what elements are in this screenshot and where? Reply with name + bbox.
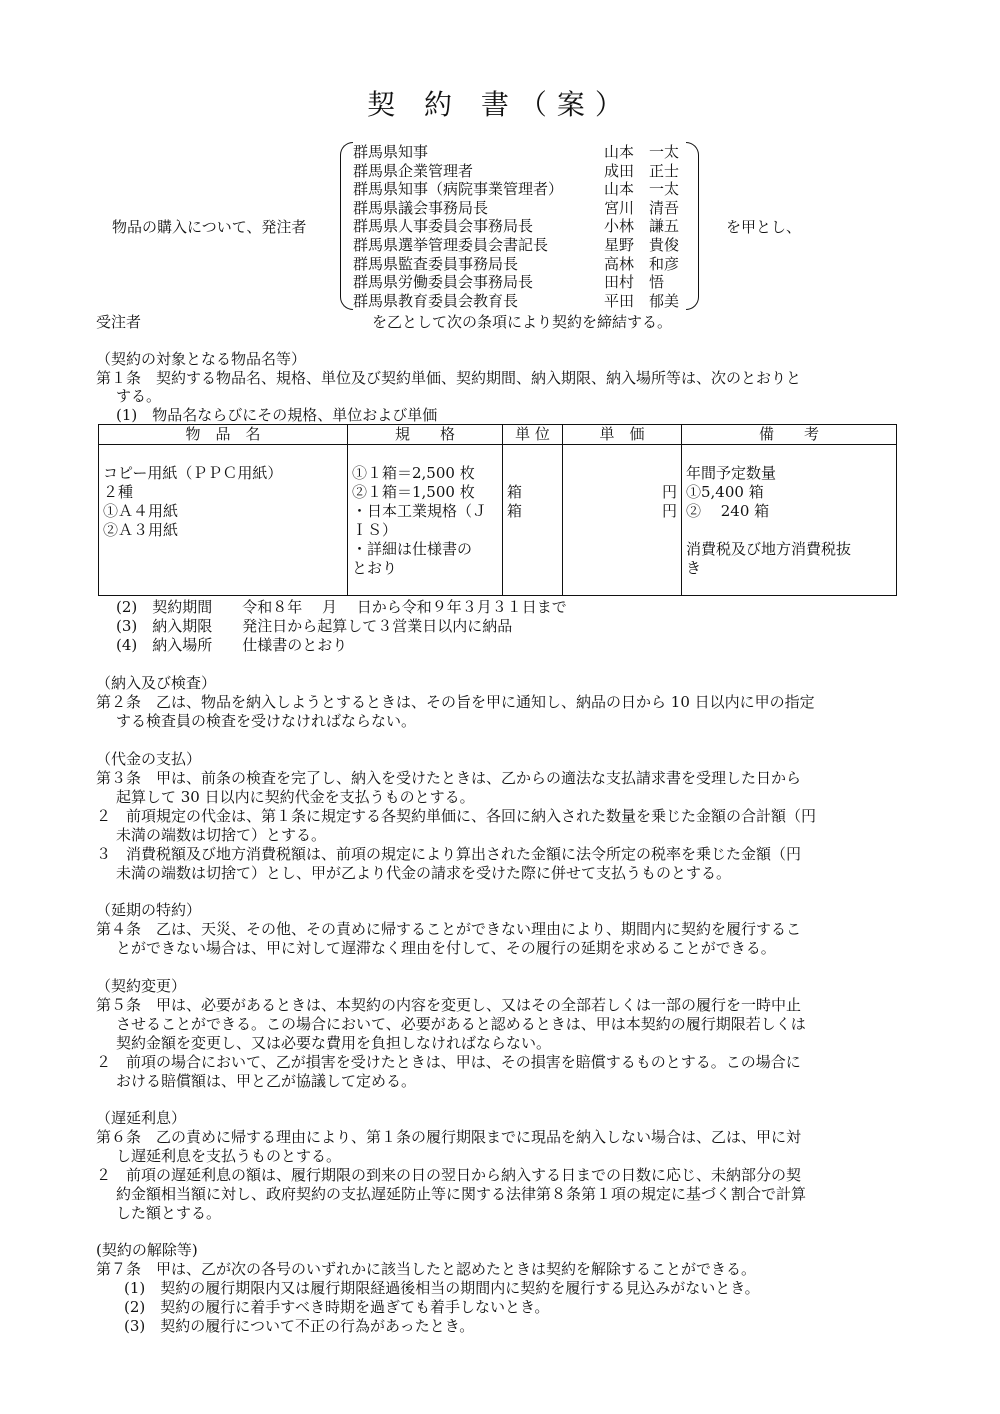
art5-heading: （契約変更） [96,977,187,995]
art3-heading: （代金の支払） [96,750,202,768]
contractee-org: 群馬県知事（病院事業管理者） [353,180,564,199]
art2-heading: （納入及び検査） [96,674,217,692]
art7-item1: (1) 契約の履行期限内又は履行期限経過後相当の期間内に契約を履行する見込みがないとき。 [124,1279,760,1297]
col-header-spec: 規 格 [348,425,503,445]
contractee-org: 群馬県教育委員会教育長 [353,291,519,310]
art1-line1: 第１条 契約する物品名、規格、単位及び契約単価、契約期間、納入期限、納入場所等は、次のとおりと [96,369,802,387]
name-line: ２種 [103,483,134,501]
contractor-label: 受注者 [96,313,142,331]
art1-sub4: (4) 納入場所 仕様書のとおり [116,636,348,654]
intro-suffix: を甲とし、 [726,218,802,236]
remarks-line: き [686,559,702,577]
remarks-line: 年間予定数量 [686,464,777,482]
remarks-spacer [686,521,892,540]
art6-line2: し遅延利息を支払うものとする。 [116,1147,342,1165]
contractee-name: 平田 郁美 [604,291,680,310]
col-header-price: 単 価 [563,425,682,445]
art5-line3: 契約金額を変更し、又は必要な費用を負担しなければならない。 [116,1034,552,1052]
art1-sub2: (2) 契約期間 令和８年 月 日から令和９年３月３１日まで [116,598,567,616]
art3-para3-line2: 未満の端数は切捨て）とし、甲が乙より代金の請求を受けた際に併せて支払うものとする。 [116,864,732,882]
right-brace [686,142,699,310]
art7-heading: (契約の解除等) [96,1241,198,1259]
col-header-unit: 単 位 [503,425,563,445]
art3-line2: 起算して 30 日以内に契約代金を支払うものとする。 [116,788,475,806]
contractee-org: 群馬県知事 [353,143,429,161]
art1-line2: する。 [116,387,162,405]
intro-prefix: 物品の購入について、発注者 [112,218,307,236]
price-line: 円 [661,483,677,501]
art4-line2: とができない場合は、甲に対して遅滞なく理由を付して、その履行の延期を求めることができる。 [116,939,776,957]
art7-item2: (2) 契約の履行に着手すべき時期を過ぎても着手しないとき。 [124,1298,550,1316]
col-header-remarks: 備 考 [682,425,897,445]
contractee-org: 群馬県労働委員会事務局長 [353,273,534,292]
contractee-name: 田村 悟 [604,273,665,292]
art3-para3-line1: ３ 消費税額及び地方消費税額は、前項の規定により算出された金額に法令所定の税率を乗じた金額（円 [96,845,802,863]
contractee-org: 群馬県人事委員会事務局長 [353,217,534,236]
name-line: コピー用紙（ＰＰＣ用紙） [103,464,283,482]
art4-line1: 第４条 乙は、天災、その他、その責めに帰することができない理由により、期間内に契約を履行するこ [96,920,802,938]
cell-remarks [682,445,897,596]
art6-heading: （遅延利息） [96,1109,187,1127]
art6-para2-line2: 約金額相当額に対し、政府契約の支払遅延防止等に関する法律第８条第１項の規定に基づく割合で計算 [116,1185,807,1203]
art5-line2: させることができる。この場合において、必要があると認めるときは、甲は本契約の履行期限若しくは [116,1015,806,1033]
spec-line: ①１箱＝2,500 枚 [352,464,475,482]
art7-line1: 第７条 甲は、乙が次の各号のいずれかに該当したと認めたときは契約を解除することができる。 [96,1260,757,1278]
name-line: ②Ａ３用紙 [103,521,179,539]
art5-para2-line1: ２ 前項の場合において、乙が損害を受けたときは、甲は、その損害を賠償するものとする。この場合に [96,1053,801,1071]
cell-name [99,445,348,596]
price-line: 円 [661,502,677,520]
cell-spec [348,445,503,596]
cell-price [563,445,682,596]
contractor-suffix: を乙として次の条項により契約を締結する。 [372,313,673,331]
art3-line1: 第３条 甲は、前条の検査を完了し、納入を受けたときは、乙からの適法な支払請求書を受理した日から [96,769,802,787]
art5-line1: 第５条 甲は、必要があるときは、本契約の内容を変更し、又はその全部若しくは一部の履行を一時中止 [96,996,802,1014]
remarks-line: ② 240 箱 [686,502,770,520]
art3-para2-line2: 未満の端数は切捨て）とする。 [116,826,327,844]
item-table [98,424,897,596]
contractee-name: 山本 一太 [604,180,680,199]
remarks-line: ①5,400 箱 [686,483,764,501]
contractee-name: 宮川 清吾 [604,198,680,217]
art1-sub1: (1) 物品名ならびにその規格、単位および単価 [116,406,438,424]
contractee-org: 群馬県議会事務局長 [353,198,489,217]
spec-line: ・詳細は仕様書の [352,540,473,558]
table-row [99,445,897,596]
contractee-org: 群馬県選挙管理委員会書記長 [353,236,549,254]
contractee-org: 群馬県企業管理者 [353,161,474,180]
spec-line: とおり [352,559,398,577]
contractee-name: 高林 和彦 [604,254,680,273]
spec-line: ＩＳ） [352,521,398,539]
contractee-name: 星野 貴俊 [604,236,680,254]
art2-line2: する検査員の検査を受けなければならない。 [116,712,417,730]
art6-line1: 第６条 乙の責めに帰する理由により、第１条の履行期限までに現品を納入しない場合は、乙は、甲に対 [96,1128,802,1146]
col-header-name: 物 品 名 [99,425,348,445]
left-brace [340,142,353,310]
contractee-name: 小林 謙五 [604,217,680,236]
spec-line: ②１箱＝1,500 枚 [352,483,475,501]
art6-para2-line3: した額とする。 [116,1204,222,1222]
contractee-name: 成田 正士 [604,161,680,180]
remarks-line: 消費税及び地方消費税抜 [686,540,852,558]
art4-heading: （延期の特約） [96,901,202,919]
unit-line: 箱 [507,483,523,501]
art1-heading: （契約の対象となる物品名等） [96,350,307,368]
art7-item3: (3) 契約の履行について不正の行為があったとき。 [124,1317,475,1335]
contractee-name: 山本 一太 [604,143,680,161]
art6-para2-line1: ２ 前項の遅延利息の額は、履行期限の到来の日の翌日から納入する日までの日数に応じ、未納部分の契 [96,1166,802,1184]
name-line: ①Ａ４用紙 [103,502,179,520]
art2-line1: 第２条 乙は、物品を納入しようとするときは、その旨を甲に通知し、納品の日から 10 日以内に甲の指定 [96,693,815,711]
art3-para2-line1: ２ 前項規定の代金は、第１条に規定する各契約単価に、各回に納入された数量を乗じた金額の合計額（円 [96,807,817,825]
art1-sub3: (3) 納入期限 発注日から起算して３営業日以内に納品 [116,617,513,635]
contractee-org: 群馬県監査委員事務局長 [353,254,519,273]
cell-unit [503,445,563,596]
table-header-row [99,425,897,445]
page-title: 契 約 書（案） [367,88,633,121]
unit-line: 箱 [507,502,523,520]
art5-para2-line2: おける賠償額は、甲と乙が協議して定める。 [116,1072,417,1090]
spec-line: ・日本工業規格（Ｊ [352,502,488,520]
